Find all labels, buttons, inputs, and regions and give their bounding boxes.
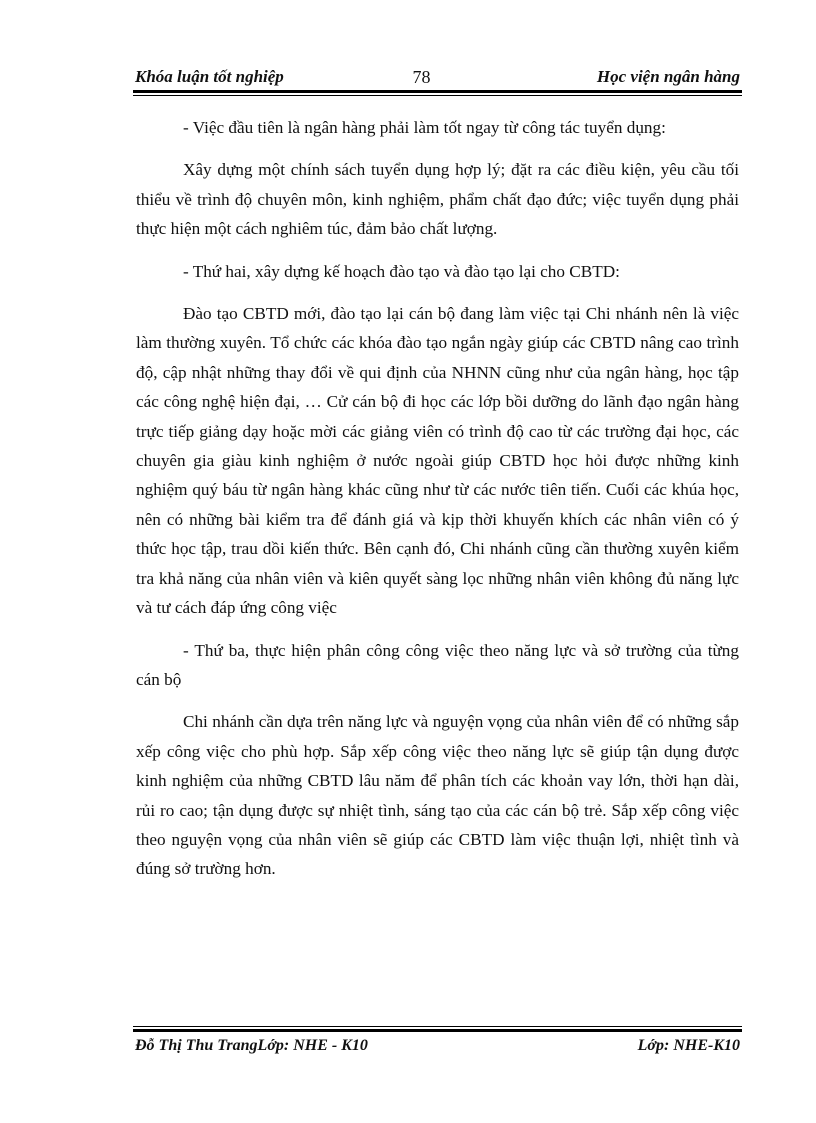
page-number: 78 bbox=[412, 67, 431, 87]
page-header bbox=[135, 64, 740, 90]
footer-rule-thin bbox=[133, 1026, 742, 1027]
header-rule-thin bbox=[133, 95, 742, 96]
page-footer bbox=[135, 1034, 740, 1058]
header-thesis-title: Khóa luận tốt nghiệp bbox=[135, 67, 284, 86]
paragraph-recruitment-policy: Xây dựng một chính sách tuyển dụng hợp lý; đặt ra các điều kiện, yêu cầu tối thiểu về trình độ chuyên môn, kinh nghiệm, phẩm chất đạo đức; việc tuyển dụng phải thực hiện một cách nghiêm túc, đảm bảo chất lượng. bbox=[136, 160, 739, 239]
footer-author: Đỗ Thị Thu TrangLớp: NHE - K10 bbox=[135, 1037, 368, 1054]
header-rule-thick bbox=[133, 90, 742, 93]
paragraph-assignment-intro: - Thứ ba, thực hiện phân công công việc theo năng lực và sở trường của từng cán bộ bbox=[136, 640, 739, 689]
header-institution: Học viện ngân hàng bbox=[596, 67, 740, 86]
footer-class: Lớp: NHE-K10 bbox=[637, 1037, 740, 1054]
paragraph-recruitment-intro: - Việc đầu tiên là ngân hàng phải làm tốt ngay từ công tác tuyển dụng: bbox=[183, 118, 666, 137]
paragraph-assignment-detail: Chi nhánh cần dựa trên năng lực và nguyện vọng của nhân viên để có những sắp xếp công việc cho phù hợp. Sắp xếp công việc theo năng lực sẽ giúp tận dụng được kinh nghiệm của những CBTD lâu năm để phân tích các khoản vay lớn, thời hạn dài, rủi ro cao; tận dụng được sự nhiệt tình, sáng tạo của các cán bộ trẻ. Sắp xếp công việc theo nguyện vọng của nhân viên sẽ giúp các CBTD làm việc thuận lợi, nhiệt tình và đúng sở trường hơn. bbox=[136, 712, 739, 879]
paragraph-training-intro: - Thứ hai, xây dựng kế hoạch đào tạo và đào tạo lại cho CBTD: bbox=[183, 261, 620, 281]
footer-rule-thick bbox=[133, 1029, 742, 1032]
paragraph-training-detail: Đào tạo CBTD mới, đào tạo lại cán bộ đang làm việc tại Chi nhánh nên là việc làm thường xuyên. Tổ chức các khóa đào tạo ngắn ngày giúp các CBTD nâng cao trình độ, cập nhật những thay đổi về qui định của NHNN cũng như của ngân hàng, học tập các công nghệ hiện đại, … Cử cán bộ đi học các lớp bồi dưỡng do lãnh đạo ngân hàng trực tiếp giảng dạy hoặc mời các giảng viên có trình độ cao từ các trường đại học, các chuyên gia giàu kinh nghiệm ở nước ngoài giúp CBTD học hỏi được những kinh nghiệm quý báu từ ngân hàng khác cũng như từ các nước tiên tiến. Cuối các khúa học, nên có những bài kiểm tra để đánh giá và kịp thời khuyến khích các nhân viên có ý thức học tập, trau dồi kiến thức. Bên cạnh đó, Chi nhánh cũng cần thường xuyên kiểm tra khả năng của nhân viên và kiên quyết sàng lọc những nhân viên không đủ năng lực và tư cách đáp ứng công việc bbox=[136, 304, 739, 618]
page-body bbox=[136, 113, 739, 884]
